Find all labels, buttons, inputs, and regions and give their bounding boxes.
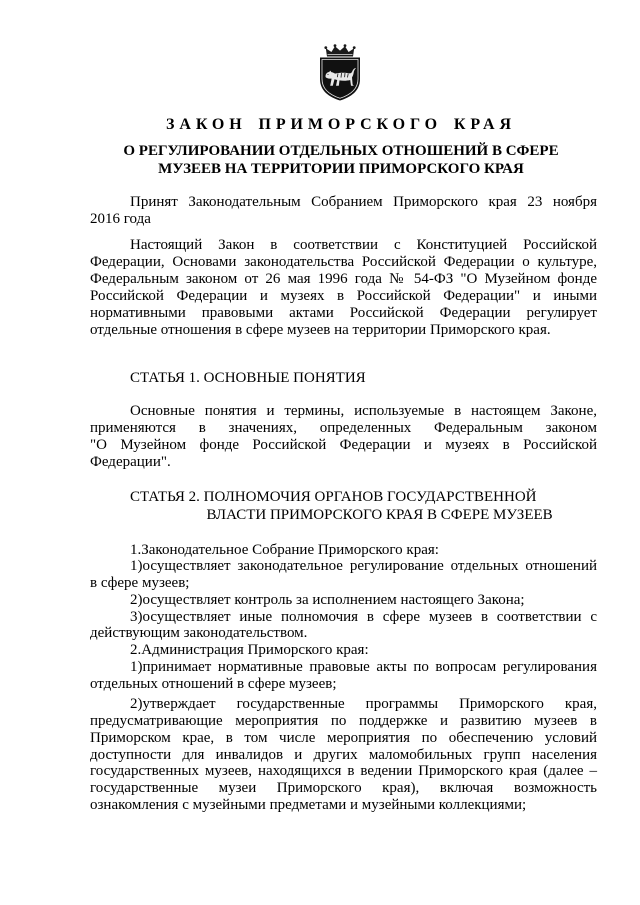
- item-line: 1)осуществляет законодательное регулирование отдельных отношений: [130, 558, 597, 575]
- law-subtitle: [85, 142, 597, 178]
- article-heading-line: СТАТЬЯ 2. ПОЛНОМОЧИЯ ОРГАНОВ ГОСУДАРСТВЕННОЙ: [130, 489, 537, 505]
- item-line: действующим законодательством.: [90, 625, 308, 642]
- article-1-line: Основные понятия и термины, используемые в настоящем Законе,: [130, 402, 597, 419]
- preamble-line: Российской Федерации и музеях в Российской Федерации" и иными: [90, 287, 597, 304]
- item-line: доступности для инвалидов и других маломобильных групп населения: [90, 746, 597, 763]
- adoption-note: [90, 194, 597, 228]
- article-heading-line: СТАТЬЯ 1. ОСНОВНЫЕ ПОНЯТИЯ: [130, 369, 366, 386]
- article-2-heading: [90, 488, 597, 524]
- item-line: в сфере музеев;: [90, 575, 190, 592]
- article-1-line: применяются в значениях, определенных Федеральным законом: [90, 419, 597, 436]
- law-title: ЗАКОН ПРИМОРСКОГО КРАЯ: [166, 116, 516, 133]
- list-item: [90, 696, 597, 813]
- list-item: [90, 659, 597, 693]
- preamble-line: Федерации, Основами законодательства Российской Федерации о культуре,: [90, 253, 597, 270]
- list-item: [90, 592, 597, 609]
- article-heading-line: ВЛАСТИ ПРИМОРСКОГО КРАЯ В СФЕРЕ МУЗЕЕВ: [206, 507, 553, 523]
- item-line: Приморском крае, в том числе мероприятия по обеспечению условий: [90, 729, 597, 746]
- list-item: [90, 609, 597, 643]
- preamble-line: Федеральным законом от 26 мая 1996 года № 54-ФЗ "О Музейном фонде: [90, 270, 597, 287]
- part-2-title: 2.Администрация Приморского края:: [130, 642, 369, 659]
- item-line: 2)утверждает государственные программы Приморского края,: [130, 696, 597, 713]
- preamble-paragraph: [90, 237, 597, 339]
- law-subtitle-line: МУЗЕЕВ НА ТЕРРИТОРИИ ПРИМОРСКОГО КРАЯ: [158, 161, 524, 177]
- article-1-heading: [90, 370, 597, 387]
- article-1-line: "О Музейном фонде Российской Федерации и музеях в Российской: [90, 436, 597, 453]
- item-line: 2)осуществляет контроль за исполнением настоящего Закона;: [130, 591, 525, 608]
- item-line: государственные музеи Приморского края), включая возможность: [90, 780, 597, 797]
- preamble-line: отдельные отношения в сфере музеев на территории Приморского края.: [90, 321, 551, 338]
- preamble-line: нормативными правовыми актами Российской Федерации регулирует: [90, 304, 597, 321]
- item-line: 1)принимает нормативные правовые акты по вопросам регулирования: [130, 658, 597, 675]
- item-line: отдельных отношений в сфере музеев;: [90, 675, 337, 692]
- list-item: [90, 558, 597, 592]
- article-1-line: Федерации".: [90, 453, 171, 470]
- coat-of-arms-icon: [317, 43, 363, 101]
- item-line: ознакомления с музейными предметами и музейными коллекциями;: [90, 796, 527, 813]
- article-1-paragraph: [90, 403, 597, 471]
- adoption-line: 2016 года: [90, 210, 151, 227]
- item-line: государственных музеев, находящихся в ведении Приморского края (далее –: [90, 763, 597, 780]
- crown-shape: [324, 44, 355, 56]
- item-line: предусматривающие мероприятия по поддержке и развитию музеев в: [90, 713, 597, 730]
- preamble-line: Настоящий Закон в соответствии с Конституцией Российской: [130, 236, 597, 253]
- part-1-title: 1.Законодательное Собрание Приморского края:: [130, 541, 439, 558]
- article-2-body: [90, 542, 597, 814]
- adoption-line: Принят Законодательным Собранием Приморского края 23 ноября: [130, 194, 597, 210]
- item-line: 3)осуществляет иные полномочия в сфере музеев в соответствии с: [130, 608, 597, 625]
- law-subtitle-line: О РЕГУЛИРОВАНИИ ОТДЕЛЬНЫХ ОТНОШЕНИЙ В СФЕРЕ: [123, 143, 559, 159]
